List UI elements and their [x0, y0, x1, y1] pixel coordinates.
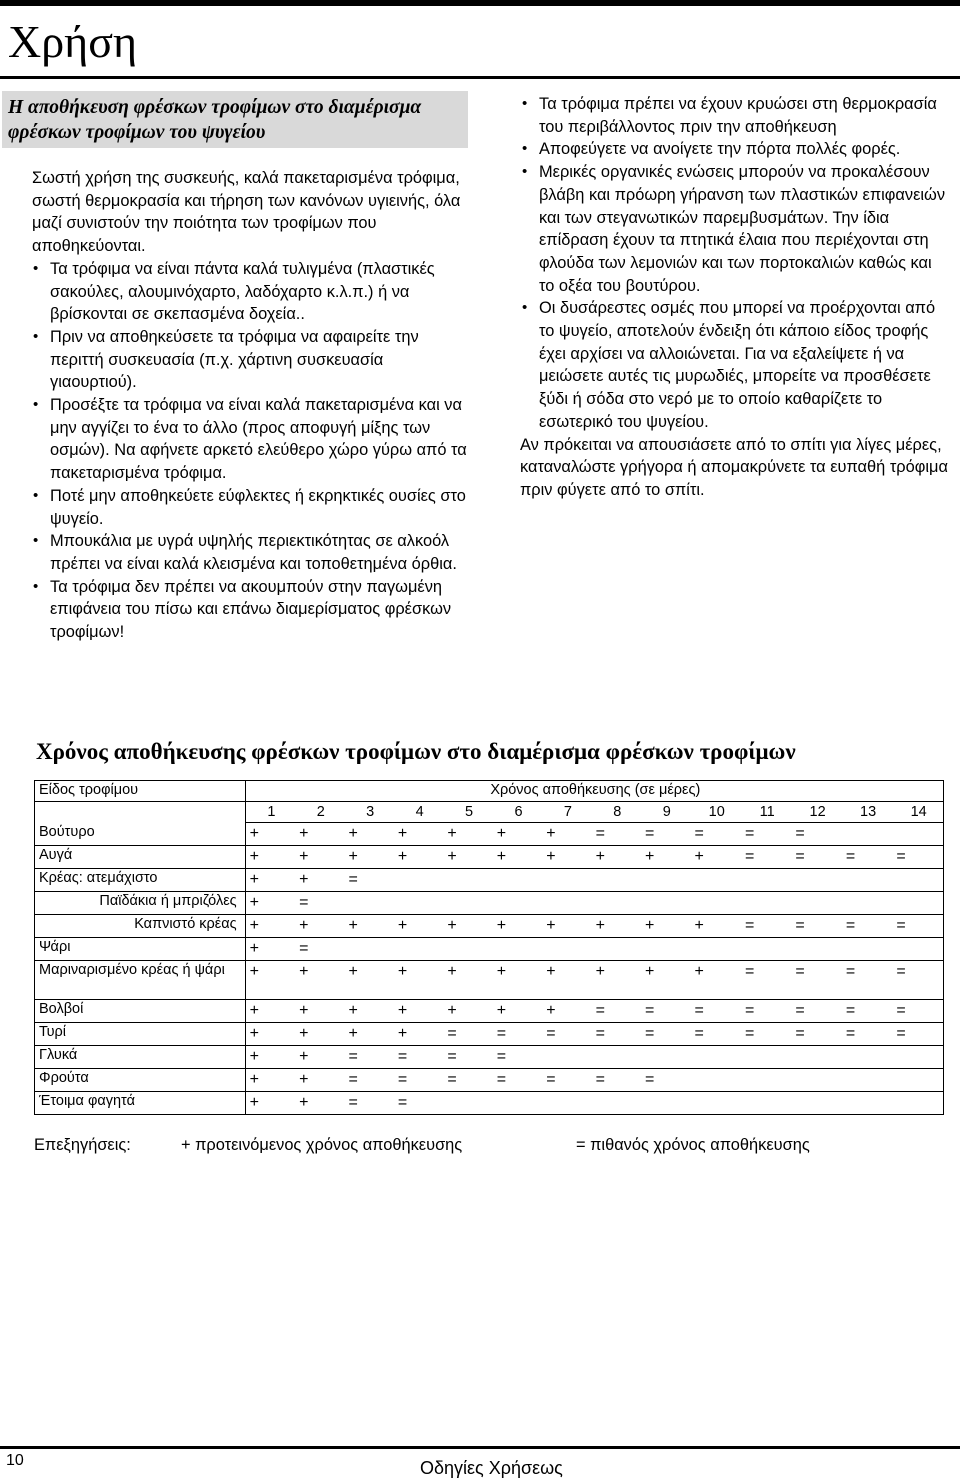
- storage-cell: [542, 1092, 591, 1115]
- top-bar: [0, 0, 960, 6]
- storage-cell: [892, 869, 943, 892]
- storage-cell: +: [345, 1023, 394, 1046]
- storage-cell: +: [493, 915, 542, 938]
- storage-cell: [791, 1069, 842, 1092]
- storage-cell: +: [245, 961, 295, 1000]
- storage-cell: +: [295, 1069, 344, 1092]
- storage-cell: +: [245, 1069, 295, 1092]
- storage-cell: =: [690, 823, 741, 846]
- storage-cell: +: [295, 823, 344, 846]
- title-rule: [0, 76, 960, 79]
- storage-cell: =: [641, 1069, 690, 1092]
- table-title: Χρόνος αποθήκευσης φρέσκων τροφίμων στο διαμέρισμα φρέσκων τροφίμων: [36, 739, 796, 764]
- storage-cell: +: [394, 846, 443, 869]
- storage-cell: +: [245, 1000, 295, 1023]
- storage-cell: +: [394, 1000, 443, 1023]
- storage-cell: +: [295, 1046, 344, 1069]
- storage-cell: [690, 938, 741, 961]
- storage-cell: +: [542, 823, 591, 846]
- storage-cell: [690, 1046, 741, 1069]
- storage-cell: [542, 1046, 591, 1069]
- list-item: • Οι δυσάρεστες οσμές που μπορεί να προέρχονται από το ψυγείο, αποτελούν ένδειξη ότι κάποιο είδος τροφής έχει αρχίσει να αλλοιώνεται. Για να εξαλείψετε ή να μειώσετε αυτές τις μυρωδιές, μπορείτε να προσθέσετε ξύδι ή σόδα στο νερό με το οποίο καθαρίζετε το εσωτερικό του ψυγείου.: [520, 297, 950, 433]
- storage-cell: +: [394, 915, 443, 938]
- storage-cell: [394, 869, 443, 892]
- storage-cell: [842, 869, 893, 892]
- storage-cell: +: [345, 915, 394, 938]
- storage-cell: +: [345, 961, 394, 1000]
- storage-cell: [741, 869, 791, 892]
- storage-cell: [741, 892, 791, 915]
- storage-cell: +: [345, 1000, 394, 1023]
- day-number: 4: [394, 802, 443, 823]
- food-name: Κρέας: ατεμάχιστο: [35, 869, 246, 892]
- storage-cell: [892, 938, 943, 961]
- day-number: 10: [690, 802, 741, 823]
- storage-cell: +: [443, 961, 492, 1000]
- list-item: • Μερικές οργανικές ενώσεις μπορούν να προκαλέσουν βλάβη και πρόωρη γήρανση των πλαστικών επιφανειών και των στεγανωτικών παρεμβυσμάτων. Την ίδια επίδραση έχουν τα πτητικά έλαια που περιέχονται στη φλούδα των λεμονιών και των πορτοκαλιών καθώς και το οξέα του βουτύρου.: [520, 161, 950, 297]
- storage-cell: =: [842, 961, 893, 1000]
- food-name: Βούτυρο: [35, 823, 246, 846]
- storage-cell: =: [592, 1023, 641, 1046]
- storage-cell: =: [295, 938, 344, 961]
- storage-cell: =: [791, 823, 842, 846]
- storage-cell: +: [295, 869, 344, 892]
- list-item: • Μπουκάλια με υγρά υψηλής περιεκτικότητας σε αλκοόλ πρέπει να είναι καλά κλεισμένα και τοποθετημένα όρθια.: [32, 530, 468, 575]
- day-number: 2: [295, 802, 344, 823]
- storage-cell: [791, 1046, 842, 1069]
- storage-cell: +: [493, 1000, 542, 1023]
- storage-cell: +: [443, 846, 492, 869]
- storage-cell: =: [892, 1000, 943, 1023]
- left-bullet-list: [32, 258, 468, 644]
- storage-cell: [842, 1046, 893, 1069]
- storage-cell: [443, 892, 492, 915]
- storage-cell: [641, 869, 690, 892]
- day-number: 14: [892, 802, 943, 823]
- storage-cell: [394, 892, 443, 915]
- storage-cell: +: [443, 823, 492, 846]
- food-name: Καπνιστό κρέας: [35, 915, 246, 938]
- storage-cell: +: [493, 961, 542, 1000]
- day-number: 3: [345, 802, 394, 823]
- list-item: • Αποφεύγετε να ανοίγετε την πόρτα πολλές φορές.: [520, 138, 950, 161]
- storage-cell: [592, 869, 641, 892]
- storage-cell: =: [542, 1023, 591, 1046]
- storage-cell: [741, 1092, 791, 1115]
- storage-cell: =: [690, 1000, 741, 1023]
- list-item: • Τα τρόφιμα πρέπει να έχουν κρυώσει στη θερμοκρασία του περιβάλλοντος πριν την αποθήκευση: [520, 93, 950, 138]
- left-column: [32, 167, 468, 644]
- storage-cell: [493, 938, 542, 961]
- storage-cell: [542, 869, 591, 892]
- footer-title: Οδηγίες Χρήσεως: [420, 1458, 563, 1478]
- storage-cell: =: [791, 1023, 842, 1046]
- storage-cell: =: [842, 1000, 893, 1023]
- storage-cell: [892, 1092, 943, 1115]
- section-heading: Η αποθήκευση φρέσκων τροφίμων στο διαμέρισμα φρέσκων τροφίμων του ψυγείου: [2, 91, 468, 148]
- storage-cell: +: [295, 1000, 344, 1023]
- storage-cell: =: [842, 846, 893, 869]
- storage-cell: +: [295, 961, 344, 1000]
- storage-cell: =: [741, 846, 791, 869]
- storage-cell: =: [791, 1000, 842, 1023]
- storage-cell: =: [394, 1069, 443, 1092]
- food-name: Αυγά: [35, 846, 246, 869]
- table-row: [35, 961, 944, 1000]
- food-name: Μαριναρισμένο κρέας ή ψάρι: [35, 961, 246, 1000]
- storage-cell: =: [892, 846, 943, 869]
- storage-cell: [741, 938, 791, 961]
- table-row: [35, 915, 944, 938]
- table-row: [35, 846, 944, 869]
- storage-cell: =: [345, 1069, 394, 1092]
- storage-cell: +: [493, 846, 542, 869]
- storage-cell: +: [443, 1000, 492, 1023]
- storage-cell: +: [245, 938, 295, 961]
- legend-equal: = πιθανός χρόνος αποθήκευσης: [576, 1136, 810, 1154]
- storage-cell: [542, 892, 591, 915]
- storage-cell: +: [245, 846, 295, 869]
- legend-plus: + προτεινόμενος χρόνος αποθήκευσης: [181, 1136, 463, 1154]
- storage-cell: +: [295, 1092, 344, 1115]
- storage-cell: +: [245, 892, 295, 915]
- storage-cell: =: [892, 915, 943, 938]
- table-row: [35, 1000, 944, 1023]
- storage-cell: +: [443, 915, 492, 938]
- table-row: [35, 1023, 944, 1046]
- storage-cell: =: [690, 1023, 741, 1046]
- storage-cell: [892, 892, 943, 915]
- storage-cell: =: [741, 1000, 791, 1023]
- storage-cell: [493, 892, 542, 915]
- food-name: Παϊδάκια ή μπριζόλες: [35, 892, 246, 915]
- storage-cell: +: [345, 823, 394, 846]
- storage-cell: =: [641, 1000, 690, 1023]
- day-number: 5: [443, 802, 492, 823]
- table-row: [35, 1092, 944, 1115]
- table-row: [35, 892, 944, 915]
- storage-cell: [493, 1092, 542, 1115]
- storage-cell: =: [493, 1069, 542, 1092]
- storage-cell: +: [690, 915, 741, 938]
- closing-paragraph: Αν πρόκειται να απουσιάσετε από το σπίτι για λίγες μέρες, καταναλώστε γρήγορα ή απομακρύνετε τα ευπαθή τρόφιμα πριν φύγετε από το σπίτι.: [520, 435, 948, 499]
- storage-cell: +: [542, 961, 591, 1000]
- storage-cell: [443, 869, 492, 892]
- storage-cell: +: [493, 823, 542, 846]
- storage-cell: =: [741, 915, 791, 938]
- day-number: 12: [791, 802, 842, 823]
- storage-cell: [741, 1069, 791, 1092]
- storage-cell: =: [592, 1069, 641, 1092]
- storage-cell: +: [245, 1046, 295, 1069]
- storage-cell: [641, 938, 690, 961]
- storage-cell: +: [245, 915, 295, 938]
- storage-cell: =: [394, 1046, 443, 1069]
- storage-cell: [641, 1092, 690, 1115]
- storage-cell: [791, 938, 842, 961]
- food-name: Φρούτα: [35, 1069, 246, 1092]
- intro-paragraph: Σωστή χρήση της συσκευής, καλά πακεταρισμένα τρόφιμα, σωστή θερμοκρασία και τήρηση των κανόνων υγιεινής, όλα μαζί συνιστούν την ποιότητα των τροφίμων που αποθηκεύονται.: [32, 169, 461, 256]
- storage-cell: =: [791, 961, 842, 1000]
- day-number: 9: [641, 802, 690, 823]
- day-number: 13: [842, 802, 893, 823]
- storage-cell: [892, 823, 943, 846]
- storage-cell: =: [892, 961, 943, 1000]
- storage-cell: =: [741, 961, 791, 1000]
- footer-rule: [0, 1446, 960, 1449]
- table-row: [35, 869, 944, 892]
- storage-cell: +: [245, 869, 295, 892]
- storage-cell: +: [542, 846, 591, 869]
- storage-cell: [842, 1092, 893, 1115]
- storage-cell: =: [842, 1023, 893, 1046]
- storage-cell: [592, 892, 641, 915]
- page-number: 10: [6, 1452, 24, 1469]
- storage-cell: +: [245, 823, 295, 846]
- storage-cell: [690, 892, 741, 915]
- storage-cell: [443, 938, 492, 961]
- storage-cell: [394, 938, 443, 961]
- list-item: • Πριν να αποθηκεύσετε τα τρόφιμα να αφαιρείτε την περιττή συσκευασία (π.χ. χάρτινη συσκευασία γιαουρτιού).: [32, 326, 468, 394]
- storage-cell: [791, 869, 842, 892]
- storage-cell: [842, 823, 893, 846]
- storage-cell: [690, 869, 741, 892]
- storage-cell: +: [245, 1092, 295, 1115]
- list-item: • Τα τρόφιμα να είναι πάντα καλά τυλιγμένα (πλαστικές σακούλες, αλουμινόχαρτο, λαδόχαρτο κ.λ.π.) ή να βρίσκονται σε σκεπασμένα δοχεία..: [32, 258, 468, 326]
- storage-table: [34, 780, 944, 1115]
- storage-cell: +: [592, 846, 641, 869]
- storage-cell: +: [394, 823, 443, 846]
- storage-cell: [791, 1092, 842, 1115]
- storage-cell: [842, 938, 893, 961]
- list-item: • Ποτέ μην αποθηκεύετε εύφλεκτες ή εκρηκτικές ουσίες στο ψυγείο.: [32, 485, 468, 530]
- storage-cell: [493, 869, 542, 892]
- storage-cell: =: [443, 1023, 492, 1046]
- storage-cell: =: [592, 823, 641, 846]
- table-row: [35, 938, 944, 961]
- day-number: 6: [493, 802, 542, 823]
- table-row: [35, 1046, 944, 1069]
- storage-cell: [892, 1046, 943, 1069]
- day-number: 11: [741, 802, 791, 823]
- days-row: [35, 802, 944, 823]
- storage-cell: =: [791, 915, 842, 938]
- storage-cell: [592, 1092, 641, 1115]
- food-name: Ψάρι: [35, 938, 246, 961]
- days-row-spacer: [35, 802, 246, 823]
- storage-cell: +: [394, 961, 443, 1000]
- storage-cell: [641, 892, 690, 915]
- storage-cell: =: [443, 1069, 492, 1092]
- storage-cell: =: [345, 869, 394, 892]
- storage-cell: =: [741, 1023, 791, 1046]
- storage-cell: [892, 1069, 943, 1092]
- storage-cell: [842, 1069, 893, 1092]
- table-header-row: [35, 781, 944, 802]
- storage-cell: +: [295, 846, 344, 869]
- legend-label: Επεξηγήσεις:: [34, 1136, 131, 1154]
- storage-cell: +: [690, 846, 741, 869]
- storage-cell: =: [892, 1023, 943, 1046]
- storage-cell: =: [592, 1000, 641, 1023]
- storage-cell: =: [542, 1069, 591, 1092]
- food-name: Τυρί: [35, 1023, 246, 1046]
- storage-cell: =: [791, 846, 842, 869]
- day-number: 1: [245, 802, 295, 823]
- storage-cell: +: [641, 961, 690, 1000]
- food-name: Γλυκά: [35, 1046, 246, 1069]
- food-name: Έτοιμα φαγητά: [35, 1092, 246, 1115]
- storage-cell: +: [542, 1000, 591, 1023]
- storage-cell: [690, 1069, 741, 1092]
- storage-cell: =: [842, 915, 893, 938]
- storage-cell: =: [295, 892, 344, 915]
- storage-cell: [542, 938, 591, 961]
- storage-cell: =: [345, 1092, 394, 1115]
- storage-cell: =: [493, 1023, 542, 1046]
- day-number: 8: [592, 802, 641, 823]
- storage-cell: =: [741, 823, 791, 846]
- storage-cell: +: [345, 846, 394, 869]
- storage-cell: =: [493, 1046, 542, 1069]
- list-item: • Τα τρόφιμα δεν πρέπει να ακουμπούν στην παγωμένη επιφάνεια του πίσω και επάνω διαμερίσματος φρέσκων τροφίμων!: [32, 576, 468, 644]
- storage-cell: =: [641, 1023, 690, 1046]
- storage-cell: +: [295, 915, 344, 938]
- storage-cell: +: [690, 961, 741, 1000]
- storage-cell: [345, 892, 394, 915]
- storage-cell: +: [394, 1023, 443, 1046]
- food-name: Βολβοί: [35, 1000, 246, 1023]
- right-bullet-list: [520, 93, 950, 434]
- storage-cell: +: [245, 1023, 295, 1046]
- storage-cell: +: [295, 1023, 344, 1046]
- day-number: 7: [542, 802, 591, 823]
- storage-cell: =: [641, 823, 690, 846]
- storage-cell: [791, 892, 842, 915]
- page-title: Χρήση: [8, 16, 138, 67]
- storage-cell: [690, 1092, 741, 1115]
- storage-days-header: Χρόνος αποθήκευσης (σε μέρες): [245, 781, 943, 802]
- table-row: [35, 823, 944, 846]
- storage-cell: +: [592, 961, 641, 1000]
- storage-cell: +: [641, 915, 690, 938]
- storage-cell: [592, 938, 641, 961]
- storage-cell: [842, 892, 893, 915]
- table-row: [35, 1069, 944, 1092]
- storage-cell: +: [592, 915, 641, 938]
- list-item: • Προσέξτε τα τρόφιμα να είναι καλά πακεταρισμένα και να μην αγγίζει το ένα το άλλο (προς αποφυγή μίξης των οσμών). Να αφήνετε αρκετό ελεύθερο χώρο γύρω από τα πακεταρισμένα τρόφιμα.: [32, 394, 468, 485]
- storage-cell: =: [345, 1046, 394, 1069]
- storage-cell: [741, 1046, 791, 1069]
- storage-cell: [592, 1046, 641, 1069]
- storage-cell: =: [394, 1092, 443, 1115]
- storage-cell: +: [542, 915, 591, 938]
- food-type-header: Είδος τροφίμου: [35, 781, 246, 802]
- storage-cell: +: [641, 846, 690, 869]
- right-column: [520, 93, 950, 502]
- storage-cell: [641, 1046, 690, 1069]
- storage-cell: [345, 938, 394, 961]
- storage-cell: =: [443, 1046, 492, 1069]
- storage-cell: [443, 1092, 492, 1115]
